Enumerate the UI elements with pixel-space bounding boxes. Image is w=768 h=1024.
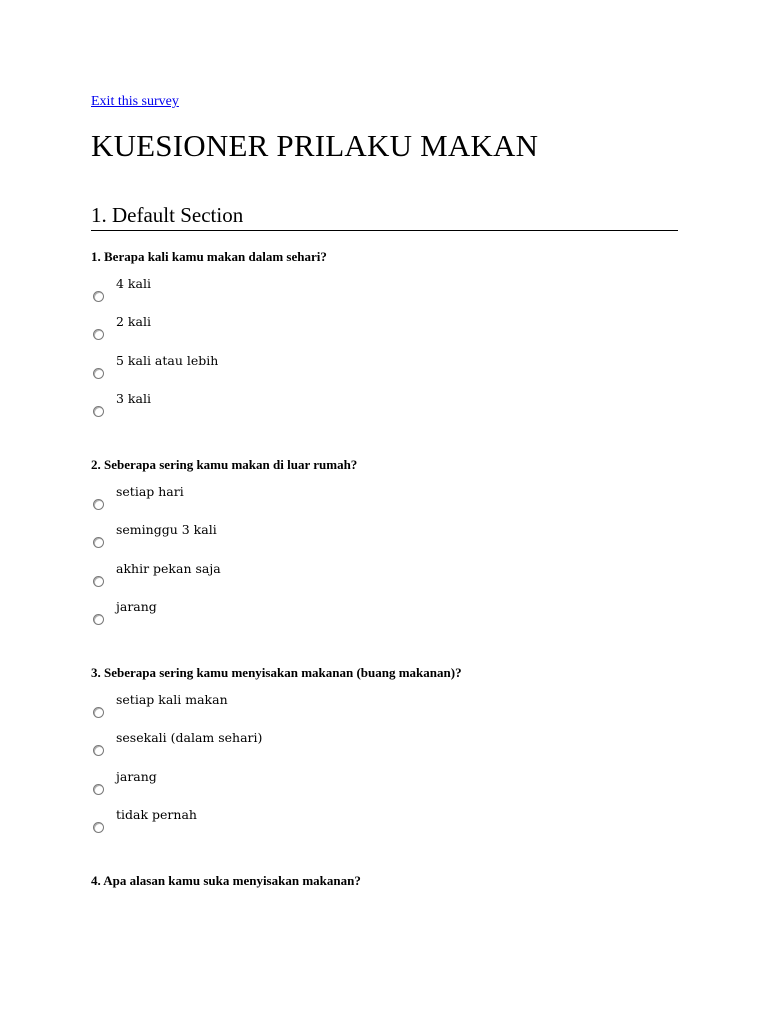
question-4-text: 4. Apa alasan kamu suka menyisakan makanan? [91, 873, 361, 888]
question-1-option-3[interactable] [91, 346, 691, 384]
section-title: 1. Default Section [91, 203, 678, 231]
radio-button[interactable] [93, 329, 104, 340]
option-label: 4 kali [116, 276, 151, 291]
question-1-option-4[interactable] [91, 384, 691, 422]
option-label: sesekali (dalam sehari) [116, 730, 263, 746]
question-3-option-4[interactable] [91, 800, 691, 838]
radio-button[interactable] [93, 368, 104, 379]
question-2 [91, 457, 691, 630]
option-label: akhir pekan saja [116, 560, 221, 576]
survey-title: KUESIONER PRILAKU MAKAN [91, 128, 539, 163]
radio-button[interactable] [93, 745, 104, 756]
question-2-option-4[interactable] [91, 592, 691, 630]
question-3 [91, 665, 691, 838]
question-2-text: 2. Seberapa sering kamu makan di luar rumah? [91, 457, 358, 472]
question-2-option-3[interactable] [91, 554, 691, 592]
radio-button[interactable] [93, 784, 104, 795]
option-label: 2 kali [116, 314, 151, 330]
radio-button[interactable] [93, 576, 104, 587]
question-1-option-1[interactable] [91, 269, 691, 307]
question-2-option-2[interactable] [91, 515, 691, 553]
option-label: setiap hari [116, 484, 184, 499]
question-3-option-1[interactable] [91, 685, 691, 723]
option-label: jarang [116, 768, 157, 784]
radio-button[interactable] [93, 707, 104, 718]
option-label: jarang [116, 598, 157, 614]
question-1 [91, 249, 691, 422]
radio-button[interactable] [93, 537, 104, 548]
question-3-option-2[interactable] [91, 723, 691, 761]
radio-button[interactable] [93, 822, 104, 833]
question-3-text: 3. Seberapa sering kamu menyisakan makanan (buang makanan)? [91, 665, 462, 680]
option-label: 3 kali [116, 390, 151, 406]
question-4 [91, 873, 691, 893]
question-1-option-2[interactable] [91, 307, 691, 345]
option-label: 5 kali atau lebih [116, 352, 219, 368]
radio-button[interactable] [93, 406, 104, 417]
option-label: tidak pernah [116, 806, 197, 822]
option-label: setiap kali makan [116, 692, 228, 707]
question-3-option-3[interactable] [91, 762, 691, 800]
question-1-text: 1. Berapa kali kamu makan dalam sehari? [91, 249, 327, 264]
option-label: seminggu 3 kali [116, 522, 217, 538]
exit-survey-link[interactable]: Exit this survey [91, 94, 179, 109]
radio-button[interactable] [93, 291, 104, 302]
question-2-option-1[interactable] [91, 477, 691, 515]
radio-button[interactable] [93, 614, 104, 625]
radio-button[interactable] [93, 499, 104, 510]
